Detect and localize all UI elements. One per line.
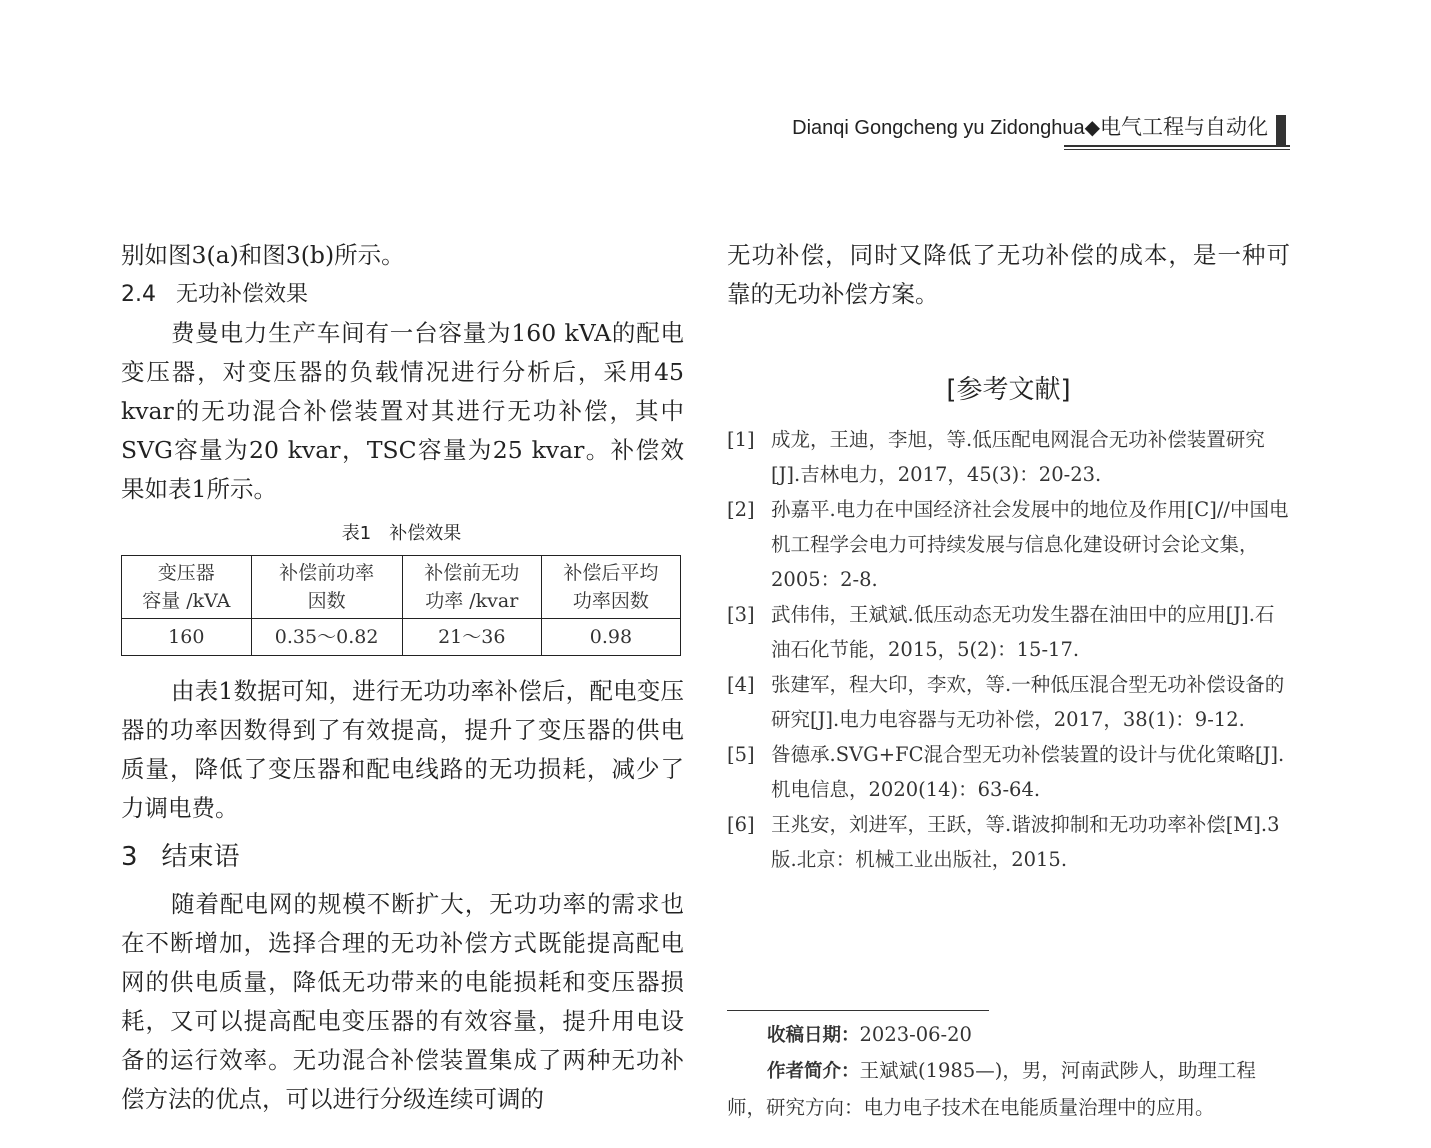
references-heading: [参考文献] (946, 375, 1071, 405)
table-cell: 0.35～0.82 (251, 619, 402, 656)
reference-number: [1] (727, 428, 755, 451)
journal-name (792, 113, 1268, 142)
paragraph-1: 费曼电力生产车间有一台容量为160 kVA的配电变压器，对变压器的负载情况进行分析后，采用45 kvar的无功混合补偿装置对其进行无功补偿，其中SVG容量为20 kvar，TSC容量为25 kvar。补偿效果如表1所示。 (121, 319, 684, 503)
section-number: 3 (121, 842, 138, 872)
table-header-cell: 变压器 容量 /kVA (122, 556, 252, 619)
table-caption (119, 521, 684, 547)
reference-text: 孙嘉平.电力在中国经济社会发展中的地位及作用[C]//中国电机工程学会电力可持续发展与信息化建设研讨会论文集，2005：2-8. (771, 498, 1289, 591)
intro-paragraph: 别如图3(a)和图3(b)所示。 (121, 241, 405, 269)
author-label: 作者简介： (767, 1061, 860, 1082)
section-title: 无功补偿效果 (176, 282, 309, 307)
reference-number: [5] (727, 743, 755, 766)
table-header-cell: 补偿后平均 功率因数 (541, 556, 680, 619)
table-row (122, 619, 681, 656)
author-text: 王斌斌(1985—)，男，河南武陟人，助理工程师，研究方向：电力电子技术在电能质量治理中的应用。 (727, 1059, 1256, 1119)
header-bar-mark (1276, 115, 1286, 145)
received-label: 收稿日期： (767, 1025, 860, 1046)
reference-text: 成龙，王迪，李旭，等.低压配电网混合无功补偿装置研究[J].吉林电力，2017，45(3)：20-23. (771, 428, 1265, 486)
reference-number: [2] (727, 498, 755, 521)
reference-item (727, 667, 1290, 737)
reference-text: 王兆安，刘进军，王跃，等.谐波抑制和无功功率补偿[M].3版.北京：机械工业出版社，2015. (771, 813, 1280, 871)
header-rule (1064, 145, 1290, 147)
section-3-heading (121, 832, 684, 882)
reference-item (727, 737, 1290, 807)
author-bio (727, 1053, 1290, 1126)
table-number: 表1 (341, 523, 372, 544)
running-header (752, 113, 1290, 147)
received-date (727, 1017, 1290, 1054)
continued-paragraph: 无功补偿，同时又降低了无功补偿的成本，是一种可靠的无功补偿方案。 (727, 241, 1290, 308)
reference-list (727, 422, 1290, 877)
table-header-cell: 补偿前功率 因数 (251, 556, 402, 619)
paragraph-3: 随着配电网的规模不断扩大，无功功率的需求也在不断增加，选择合理的无功补偿方式既能提高配电网的供电质量，降低无功带来的电能损耗和变压器损耗，又可以提高配电变压器的有效容量，提升用电设备的运行效率。无功混合补偿装置集成了两种无功补偿方法的优点，可以进行分级连续可调的 (121, 890, 684, 1113)
reference-item (727, 492, 1290, 597)
reference-number: [4] (727, 673, 755, 696)
section-number: 2.4 (121, 282, 156, 307)
diamond-icon: ◆ (1084, 115, 1100, 139)
reference-number: [3] (727, 603, 755, 626)
table-cell: 21～36 (402, 619, 541, 656)
reference-number: [6] (727, 813, 755, 836)
right-column (727, 236, 1290, 877)
section-2-4-heading (121, 275, 684, 314)
journal-title: 电气工程与自动化 (1100, 115, 1268, 139)
reference-item (727, 597, 1290, 667)
section-title: 结束语 (161, 842, 240, 872)
footnote-rule (727, 1010, 989, 1011)
reference-text: 昝德承.SVG+FC混合型无功补偿装置的设计与优化策略[J].机电信息，2020(14)：63-64. (771, 743, 1285, 801)
reference-item (727, 807, 1290, 877)
paragraph-2: 由表1数据可知，进行无功功率补偿后，配电变压器的功率因数得到了有效提高，提升了变压器的供电质量，降低了变压器和配电线路的无功损耗，减少了力调电费。 (121, 677, 684, 822)
table-title: 补偿效果 (389, 523, 462, 544)
journal-pinyin: Dianqi Gongcheng yu Zidonghua (792, 117, 1085, 139)
reference-text: 武伟伟，王斌斌.低压动态无功发生器在油田中的应用[J].石油石化节能，2015，5(2)：15-17. (771, 603, 1275, 661)
reference-text: 张建军，程大印，李欢，等.一种低压混合型无功补偿设备的研究[J].电力电容器与无功补偿，2017，38(1)：9-12. (771, 673, 1285, 731)
reference-item (727, 422, 1290, 492)
table-header-cell: 补偿前无功 功率 /kvar (402, 556, 541, 619)
received-value: 2023-06-20 (859, 1023, 972, 1046)
left-column (121, 236, 684, 1119)
compensation-table (121, 555, 681, 656)
table-header-row (122, 556, 681, 619)
table-cell: 0.98 (541, 619, 680, 656)
header-rule-thin (1064, 149, 1290, 150)
table-cell: 160 (122, 619, 252, 656)
